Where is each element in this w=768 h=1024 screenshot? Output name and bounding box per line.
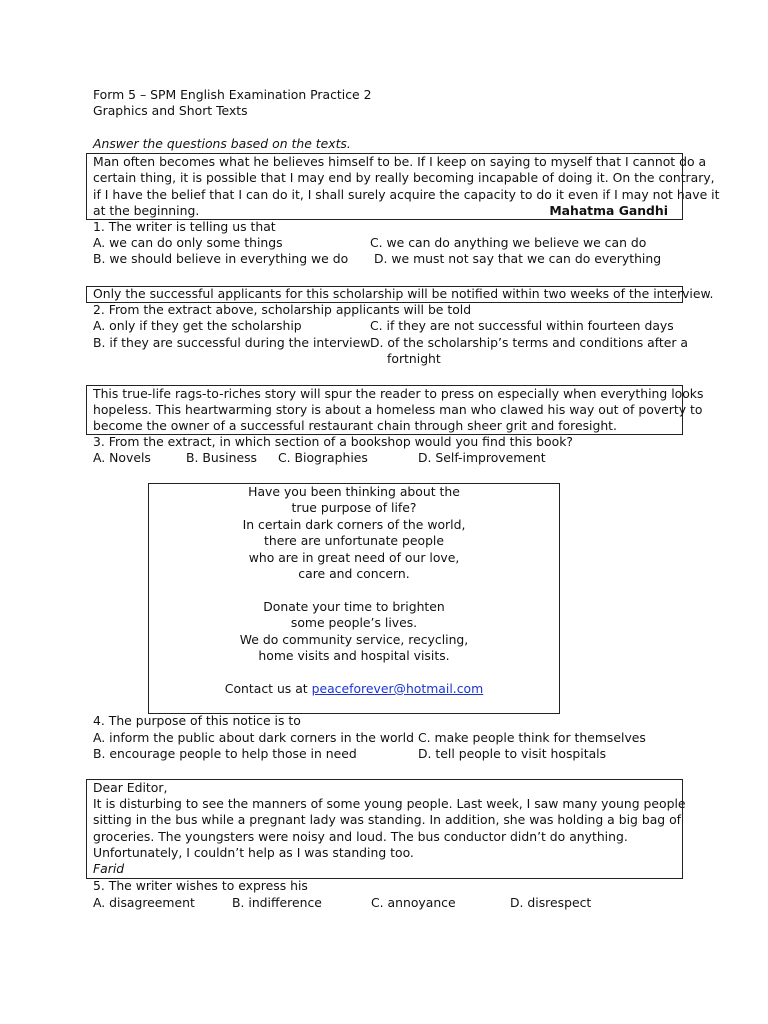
notice-body [149,484,559,697]
option-d[interactable]: D. tell people to visit hospitals [418,746,607,761]
scholarship-text: Only the successful applicants for this scholarship will be notified within two weeks of the interview. [93,286,714,301]
worksheet-title: Form 5 – SPM English Examination Practice 2 [93,87,372,102]
notice-line: In certain dark corners of the world, [242,516,466,532]
option-d[interactable]: D. of the scholarship’s terms and conditions after a [370,335,688,350]
question-stem: 5. The writer wishes to express his [93,878,308,893]
option-d[interactable]: D. Self-improvement [418,450,546,465]
blurb-line: This true-life rags-to-riches story will spur the reader to press on especially when everything looks [93,386,704,401]
option-a[interactable]: A. disagreement [93,895,195,910]
option-d-continued: fortnight [387,351,441,366]
question-stem: 1. The writer is telling us that [93,219,276,234]
notice-line: We do community service, recycling, [239,631,469,647]
question-stem: 4. The purpose of this notice is to [93,713,301,728]
letter-line: It is disturbing to see the manners of some young people. Last week, I saw many young people [93,796,686,811]
option-c[interactable]: C. make people think for themselves [418,730,646,745]
question-stem: 2. From the extract above, scholarship applicants will be told [93,302,472,317]
quote-line: at the beginning. [93,203,200,218]
blurb-line: become the owner of a successful restaurant chain through sheer grit and foresight. [93,418,617,433]
option-a[interactable]: A. we can do only some things [93,235,283,250]
option-b[interactable]: B. Business [186,450,258,465]
worksheet-subtitle: Graphics and Short Texts [93,103,248,118]
notice-contact [149,681,559,697]
scholarship-box [86,286,714,303]
option-c[interactable]: C. annoyance [371,895,456,910]
option-c[interactable]: C. Biographies [278,450,368,465]
letter-box [86,779,686,879]
letter-line: Unfortunately, I couldn’t help as I was standing too. [93,845,414,860]
option-b[interactable]: B. encourage people to help those in need [93,746,357,761]
option-c[interactable]: C. if they are not successful within fourteen days [370,318,674,333]
notice-line: true purpose of life? [291,500,417,516]
notice-line: care and concern. [298,566,410,582]
quote-line: Man often becomes what he believes himself to be. If I keep on saying to myself that I cannot do a [93,154,707,169]
blurb-line: hopeless. This heartwarming story is about a homeless man who clawed his way out of poverty to [93,402,703,417]
notice-line: there are unfortunate people [263,533,444,549]
option-b[interactable]: B. we should believe in everything we do [93,251,349,266]
quote-line: if I have the belief that I can do it, I shall surely acquire the capacity to do it even if I may not have it [93,187,720,202]
letter-line: sitting in the bus while a pregnant lady was standing. In addition, she was holding a big bag of [93,812,682,827]
notice-line: who are in great need of our love, [248,549,460,565]
option-d[interactable]: D. disrespect [510,895,592,910]
notice-line: Donate your time to brighten [263,598,445,614]
notice-spacer [149,582,559,598]
notice-line: some people’s lives. [290,615,418,631]
quote-line: certain thing, it is possible that I may end by really becoming incapable of doing it. On the contrary, [93,170,715,185]
letter-line: groceries. The youngsters were noisy and loud. The bus conductor didn’t do anything. [93,829,628,844]
notice-line: home visits and hospital visits. [258,648,450,664]
notice-line: Have you been thinking about the [248,484,460,499]
option-a[interactable]: A. only if they get the scholarship [93,318,302,333]
option-b[interactable]: B. if they are successful during the interview [93,335,371,350]
option-d[interactable]: D. we must not say that we can do everything [374,251,662,266]
option-a[interactable]: A. inform the public about dark corners in the world [93,730,414,745]
notice-box [148,483,560,714]
option-c[interactable]: C. we can do anything we believe we can do [370,235,647,250]
letter-greeting: Dear Editor, [93,780,168,795]
letter-signature: Farid [93,861,125,876]
instruction: Answer the questions based on the texts. [93,136,351,151]
book-blurb-box [86,385,704,435]
option-a[interactable]: A. Novels [93,450,151,465]
quote-box [86,153,720,220]
contact-label: Contact us at [224,680,312,696]
notice-spacer [149,664,559,680]
email-link[interactable]: peaceforever@hotmail.com [311,680,484,696]
option-b[interactable]: B. indifference [232,895,322,910]
question-stem: 3. From the extract, in which section of a bookshop would you find this book? [93,434,573,449]
quote-author: Mahatma Gandhi [549,203,668,218]
